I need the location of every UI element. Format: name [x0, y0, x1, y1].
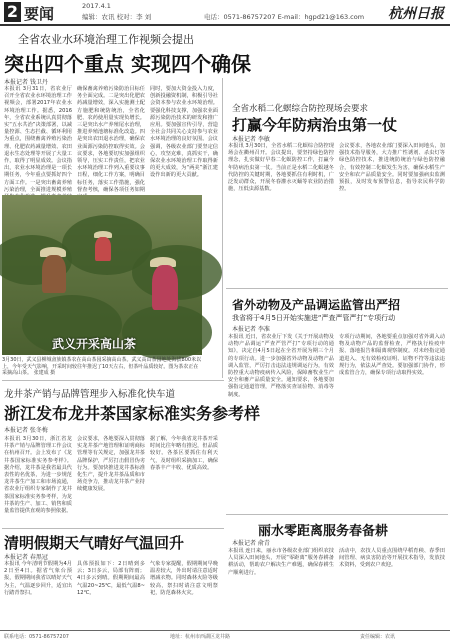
article4-col2: 会议要求，各地要深入贯彻落实龙井茶产地管理和证明商标管理等有关规定，加强龙井茶品牌保护，严厉打击假冒伪劣行为。要加快推进龙井茶标准化生产，提升龙井茶品质和市场竞争力，推动龙井茶产业持续健康发展。 [77, 436, 145, 493]
section-divider-left [2, 380, 224, 381]
article3-col2: 专项行动期间，各地要重点加强对省外调入动物及动物产品的监督检查，严格执行检疫申报、落地报告和隔离观察制度。对未经指定通道进入、无有效检疫证明、证物不符等违法违规行为，依法从严查处。要加强部门协作，形成监管合力，确保专项行动取得实效。 [339, 334, 445, 377]
article2-col2: 会议要求，各地农业部门要深入田间地头，加强技术指导服务，大力推广性诱剂、杀虫灯等绿色防控技术，推进统防统治与绿色防控融合，有效控制二化螟发生为害，确保水稻生产安全和农产品质量安全。同时要加强病虫监测预报，及时发布预警信息，指导农民科学防控。 [339, 143, 445, 193]
masthead [0, 0, 450, 26]
article2-kicker: 全省水稻二化螟综合防控现场会要求 [232, 104, 369, 114]
article3-subhead: 我省将于4月5日开始实施进“严查严管严打”专项行动 [232, 314, 396, 322]
article6-headline: 丽水零距离服务春备耕 [258, 524, 389, 539]
article2-col1: 本报讯 3月30日，全省水稻二化螟综合防控现场会在衢州召开。会议提出，要坚持绿色防控理念，扎实做好早春二化螟防控工作，打赢今年防病治虫第一仗。当前正是水稻二化螟越冬代防控的关键时期，各地要抓住有利时机，广泛发动群众，开展冬春灌水灭蛹等农业防治措施，压低虫源基数。 [228, 143, 334, 193]
section-divider [226, 288, 448, 289]
page-footer [0, 630, 450, 641]
article5-byline: 本报记者 春黑冠 [4, 554, 48, 561]
article4-headline: 浙江发布龙井茶国家标准实务参考样 [4, 404, 261, 423]
contact-email: E-mail：hgpd21@163.com [277, 13, 365, 21]
newspaper-logo: 杭州日报 [388, 6, 444, 22]
article6-col2: 活动中，农技人员重点围绕早稻育秧、春季田间管理、病虫害防治等开展技术指导，发放技术资料，受到农户欢迎。 [339, 548, 445, 569]
article1-headline: 突出四个重点 实现四个确保 [4, 52, 251, 76]
article1-byline: 本报记者 钱卫丹 [4, 79, 48, 86]
article3-col1: 本报讯 近日，省农业厅下发《关于开展动物及动物产品调运“严查严管严打”专项行动的通知》，决定自4月5日起在全省开展为期三个月的专项行动。进一步加强省外动物及动物产品调入监管，严厉打击违法违规调运行为，有效防控重大动物疫病传入风险，保障畜牧业生产安全和畜产品质量安全。通知要求，各地要加强指定通道管理，严格落实查证验物、消毒等制度。 [228, 334, 334, 398]
photo-tag: 武义开采高山茶 [52, 337, 137, 351]
article4-col3: 据了解，今年我省龙井茶开采时间比往年略有推迟，但品质较好。各茶区要抓住有利天气，及时组织采摘加工，确保春茶丰产丰收、优质高效。 [150, 436, 218, 471]
section-title: 要闻 [24, 5, 55, 23]
article5-headline: 清明假期天气晴好气温回升 [4, 534, 185, 552]
article1-col3: 同时，要加大资金投入力度，创新投融资机制，积极引导社会资本参与农业水环境治理。要强化科技支撑，加强农业面源污染防治技术的研发和推广应用。要加强宣传引导，营造全社会共同关心支持参与农业水环境治理的良好氛围。会议强调，各级农业部门要坚定信心，攻坚克难，真抓实干，确保农业水环境治理工作取得新的更大成效，为“两美”浙江建设作出新的更大贡献。 [150, 86, 218, 179]
footer-left: 联系电话：0571-86757207 [4, 634, 69, 640]
article6-col1: 本报讯 连日来，丽水市各级农业部门组织农技人员深入田间地头，开展“零距离”服务春耕备耕活动，帮助农户解决生产难题，确保春耕生产顺利进行。 [228, 548, 334, 576]
page-number: 2 [4, 2, 21, 22]
article1-kicker: 全省农业水环境治理工作视频会提出 [18, 33, 194, 46]
article1-col1: 本报讯 3月31日，省农业厅召开全省农业水环境治理工作视频会，部署2017年农业水环境治理工作。据悉，2016年，全省农业系统认真贯彻落实“五水共治”决策部署，以减量控源、生态拦截、循环利用为重点，围绕畜禽养殖污染治理、化肥农药减量增效、农田退水生态处理等开展了大量工作，取得了明显成效。会议指出，农业水环境治理是一项长期任务，今年重点要抓好四个方面工作。一是突出畜禽养殖污染治理，全面推进规模养殖 [4, 86, 72, 193]
article2-byline: 本报记者 李敏 [232, 136, 270, 143]
article4-col1: 本报讯 3月30日，浙江省龙井茶产销与品牌管理工作会议在杭州召开。会上发布了《龙井茶国家标准实务参考样》。据介绍，龙井茶是我省最具代表性的名优茶，为进一步规范龙井茶生产加工和市场流通，省农业厅组织专家制作了龙井茶国家标准实务参考样，为龙井茶的生产、加工、销售和质量监管提供直观的参照依据。 [4, 436, 72, 515]
article2-headline: 打赢今年防病治虫第一仗 [232, 116, 398, 134]
photo-caption: 3月30日，武义县柳城畲族镇茶农在高山茶园采摘高山茶。武义高山茶园地处海拔800米以上，今年受天气影响，开采时间较往年推迟了10天左右，但茶叶品质较好。图为茶农正在采摘高山茶。 张建成 摄 [2, 357, 202, 377]
article4-kicker: 龙井茶产销与品牌管理步入标准化快车道 [4, 389, 176, 400]
article5-col2: 具体预报如下：2日晴到多云；3日多云，局部有阵雨；4日多云到晴。假期期间最高气温20~25℃，最低气温8~12℃。 [77, 561, 145, 596]
article6-byline: 本报记者 俞青 [232, 540, 270, 547]
article1-col2: 确保畜禽养殖污染防治目标任务全面完成。二是突出化肥农药减量增效，深入实施测土配方施肥和统防统治，全省化肥、农药使用量实现负增长。三是突出水产养殖尾水治理，推进养殖池塘标准化改造。四是突出农田退水治理，确保农业面源污染防控取得实效。会议要求，各地要切实加强组织领导，压实工作责任，把农业水环境治理工作列入重要议事日程，细化工作方案，明确目标任务，落实工作措施，强化督查考核，确保各项任务如期 [77, 86, 145, 193]
article5-col1: 本报讯 今年清明节假期为4月2日至4日。据省气象台预报，假期期间我省以晴好天气为主，气温逐步回升，适宜出行踏青祭扫。 [4, 561, 72, 596]
article3-headline: 省外动物及产品调运监管出严招 [232, 298, 401, 312]
news-photo [2, 195, 202, 355]
contact-phone: 电话：0571-86757207 [204, 13, 276, 21]
article5-col3: 气象专家提醒，假期期间早晚温差较大，外出时请注意适时增减衣物。同时森林火险等级较高，祭扫时请注意文明祭祀，防范森林火灾。 [150, 561, 218, 596]
footer-mid: 地址：杭州市西湖区龙井路 [170, 634, 231, 640]
footer-right: 责任编辑：农讯 [360, 634, 396, 640]
contact-line [204, 12, 364, 21]
editor-credit: 编辑：农讯 校对：李 刘 [82, 13, 152, 21]
section-divider-right-lower [226, 514, 448, 515]
section-divider-lower [2, 528, 224, 529]
column-divider [222, 78, 223, 378]
issue-date: 2017.4.1 [82, 2, 111, 10]
article4-byline: 本报记者 张冬梅 [4, 427, 48, 434]
article3-byline: 本报记者 李准 [232, 326, 270, 333]
